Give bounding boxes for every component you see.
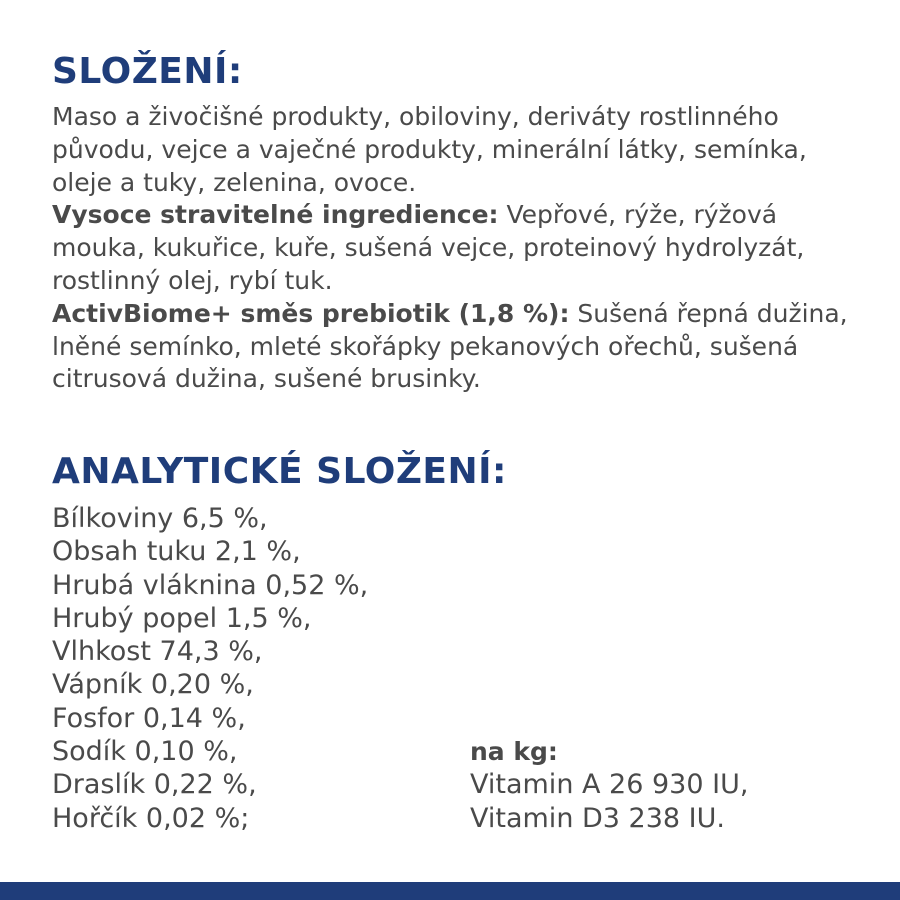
vitamins-list [470,768,748,835]
analytic-item: Hrubý popel 1,5 %, [52,602,312,634]
composition-intro-text: Maso a živočišné produkty, obiloviny, deriváty rostlinného původu, vejce a vaječné produkty, minerální látky, semínka, oleje a tuky, zelenina, ovoce. [52,102,807,197]
analytic-item: Fosfor 0,14 %, [52,702,246,734]
prebiotic-label: ActivBiome+ směs prebiotik (1,8 %): [52,298,570,328]
analytic-item: Obsah tuku 2,1 %, [52,536,301,568]
analytic-item: Sodík 0,10 %, [52,736,238,768]
analytic-item: Hořčík 0,02 %; [52,802,250,834]
analytic-item: Bílkoviny 6,5 %, [52,503,268,534]
analytic-item: Draslík 0,22 %, [52,769,257,801]
composition-heading: SLOŽENÍ: [52,51,243,92]
analytic-heading: ANALYTICKÉ SLOŽENÍ: [52,451,507,492]
prebiotic-text: Sušená řepná dužina, lněné semínko, mleté skořápky pekanových ořechů, sušená citrusová dužina, sušené brusinky. [52,298,848,394]
analytic-item: Vápník 0,20 %, [52,669,254,701]
vitamins-block [470,735,748,835]
vitamin-item: Vitamin D3 238 IU. [470,802,725,834]
digestible-label: Vysoce stravitelné ingredience: [52,200,499,230]
analytic-item: Vlhkost 74,3 %, [52,636,263,668]
composition-text [52,101,872,396]
digestible-text: Vepřové, rýže, rýžová mouka, kukuřice, kuře, sušená vejce, proteinový hydrolyzát, rostlinný olej, rybí tuk. [52,200,805,295]
composition-intro [52,101,872,396]
analytic-item: Hrubá vláknina 0,52 %, [52,569,369,601]
vitamin-item: Vitamin A 26 930 IU, [470,769,749,801]
analytic-list [52,502,368,835]
bottom-bar [0,882,900,900]
per-kg-label: na kg: [470,737,558,766]
